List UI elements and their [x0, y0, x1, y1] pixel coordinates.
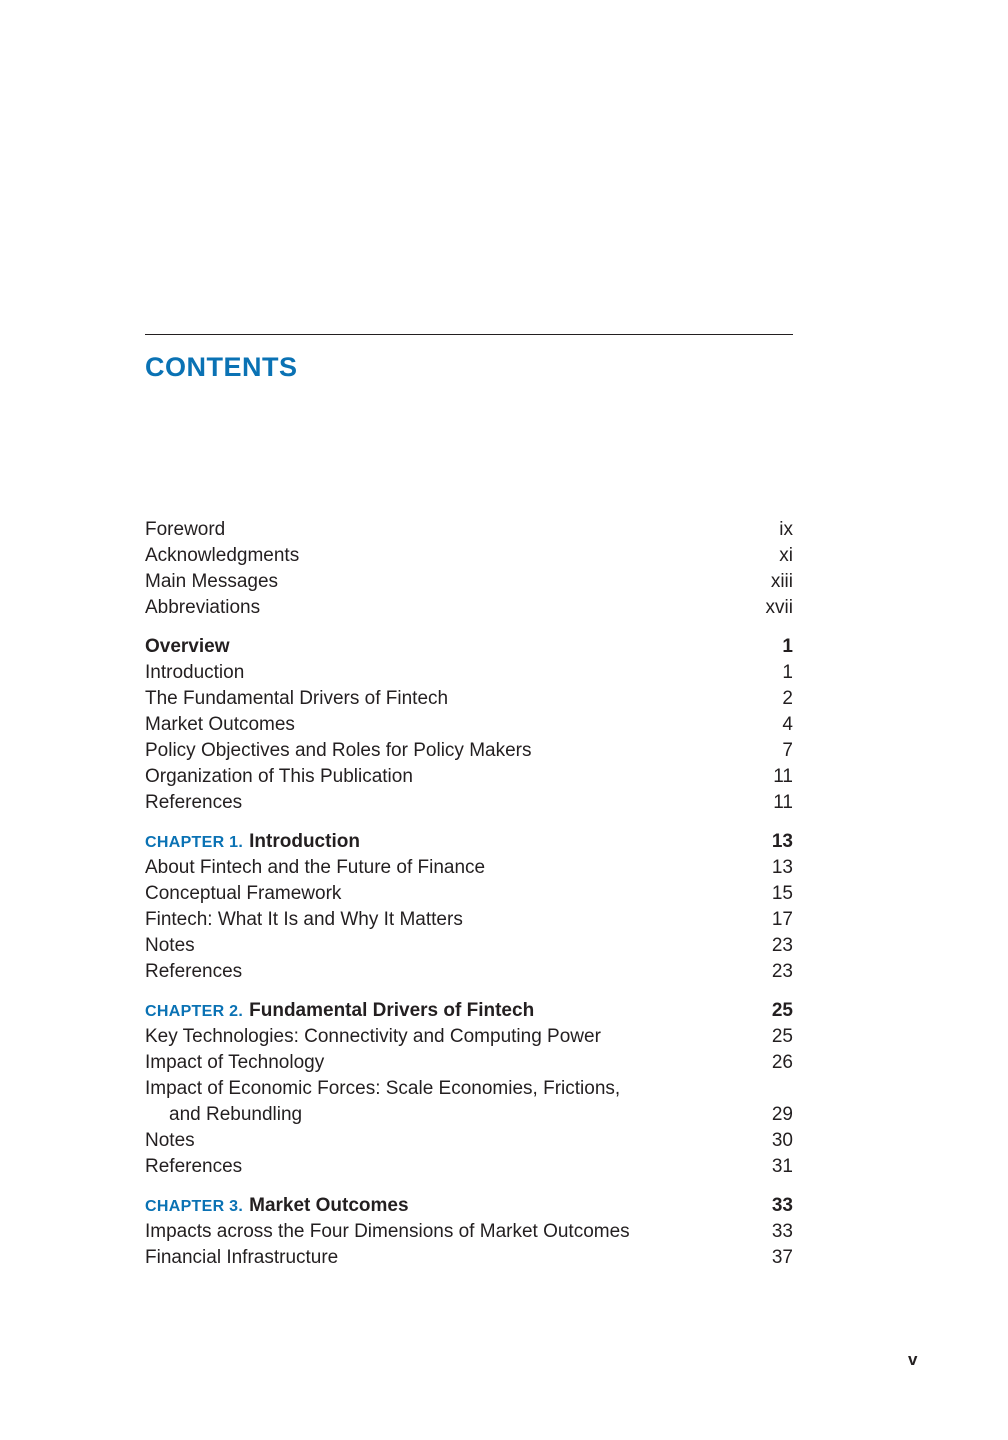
toc-entry-page: 7 [782, 740, 793, 761]
toc-entry[interactable] [145, 543, 793, 569]
toc-entry-page: 17 [771, 909, 793, 930]
toc-entry[interactable] [145, 569, 793, 595]
toc-entry-label: References [145, 792, 243, 813]
toc-entry[interactable] [145, 881, 793, 907]
toc-entry[interactable] [145, 933, 793, 959]
toc-entry-label: Fintech: What It Is and Why It Matters [145, 909, 463, 930]
toc-entry[interactable] [145, 1128, 793, 1154]
toc-section-page: 1 [782, 636, 793, 657]
toc-entry-page: 23 [771, 961, 793, 982]
toc-entry-label: Notes [145, 1130, 195, 1151]
toc-entry[interactable] [145, 660, 793, 686]
toc-entry-label: References [145, 961, 243, 982]
toc-entry-page: 1 [782, 662, 793, 683]
toc-entry-page: 2 [782, 688, 793, 709]
toc-entry-label: Conceptual Framework [145, 883, 342, 904]
toc-entry-page: 11 [773, 792, 793, 813]
toc-chapter-label [145, 998, 534, 1025]
toc-entry[interactable] [145, 907, 793, 933]
toc-chapter-label [145, 829, 360, 856]
toc-chapter-heading[interactable] [145, 998, 793, 1024]
toc-entry-page: 29 [771, 1104, 793, 1125]
table-of-contents [145, 517, 793, 1284]
toc-entry-page: 13 [771, 857, 793, 878]
toc-entry-label: Notes [145, 935, 195, 956]
toc-entry-page: 23 [771, 935, 793, 956]
toc-entry-label: Policy Objectives and Roles for Policy Makers [145, 740, 532, 761]
toc-entry-continuation[interactable] [145, 1102, 793, 1128]
toc-entry[interactable] [145, 517, 793, 543]
toc-entry-page: 4 [782, 714, 793, 735]
toc-entry[interactable] [145, 1245, 793, 1271]
toc-chapter-heading[interactable] [145, 829, 793, 855]
toc-entry-label: Acknowledgments [145, 545, 300, 566]
toc-section-title: Overview [145, 636, 230, 657]
toc-entry-page: 26 [771, 1052, 793, 1073]
toc-entry-label: Main Messages [145, 571, 279, 592]
toc-entry-page: 33 [771, 1221, 793, 1242]
toc-entry-label: Abbreviations [145, 597, 261, 618]
toc-entry-page: 31 [771, 1156, 793, 1177]
toc-entry-label: and Rebundling [169, 1104, 303, 1125]
page-folio: v [908, 1350, 918, 1369]
toc-chapter-page: 25 [771, 1000, 793, 1021]
toc-entry[interactable] [145, 712, 793, 738]
header-rule [145, 334, 793, 335]
toc-entry-label: Introduction [145, 662, 245, 683]
toc-section-heading[interactable] [145, 634, 793, 660]
toc-entry-page: xiii [770, 571, 793, 592]
toc-chapter-label [145, 1193, 409, 1220]
toc-entry-label: Key Technologies: Connectivity and Computing Power [145, 1026, 601, 1047]
toc-chapter-page: 33 [771, 1195, 793, 1216]
toc-entry-label: Financial Infrastructure [145, 1247, 339, 1268]
toc-entry[interactable] [145, 1050, 793, 1076]
toc-entry-label: Market Outcomes [145, 714, 295, 735]
chapter-number: CHAPTER 2. [145, 1003, 244, 1020]
toc-group-front-matter [145, 517, 793, 621]
toc-entry[interactable] [145, 1154, 793, 1180]
chapter-title: Market Outcomes [249, 1195, 409, 1216]
toc-entry-page: xi [779, 545, 793, 566]
toc-entry[interactable] [145, 790, 793, 816]
toc-chapter-heading[interactable] [145, 1193, 793, 1219]
toc-entry-label: About Fintech and the Future of Finance [145, 857, 486, 878]
toc-entry[interactable] [145, 764, 793, 790]
toc-entry[interactable] [145, 1024, 793, 1050]
toc-entry-label: References [145, 1156, 243, 1177]
toc-entry-page: 11 [773, 766, 793, 787]
page-title: CONTENTS [145, 352, 298, 382]
chapter-number: CHAPTER 3. [145, 1198, 244, 1215]
toc-entry-page: ix [779, 519, 793, 540]
toc-entry[interactable] [145, 855, 793, 881]
toc-group-chapter-2 [145, 998, 793, 1180]
toc-group-chapter-1 [145, 829, 793, 985]
toc-entry-label: Impact of Technology [145, 1052, 325, 1073]
toc-entry-page: 15 [771, 883, 793, 904]
chapter-title: Introduction [249, 831, 360, 852]
toc-group-chapter-3 [145, 1193, 793, 1271]
toc-entry[interactable] [145, 1076, 793, 1102]
toc-entry-page: 25 [771, 1026, 793, 1047]
chapter-title: Fundamental Drivers of Fintech [249, 1000, 535, 1021]
toc-entry[interactable] [145, 959, 793, 985]
toc-entry[interactable] [145, 1219, 793, 1245]
toc-entry[interactable] [145, 595, 793, 621]
toc-entry-page: 37 [771, 1247, 793, 1268]
toc-entry-page: xvii [765, 597, 793, 618]
toc-entry-label: Organization of This Publication [145, 766, 413, 787]
toc-entry-page: 30 [771, 1130, 793, 1151]
toc-entry[interactable] [145, 738, 793, 764]
toc-entry-label: Impact of Economic Forces: Scale Economies, Frictions, [145, 1078, 621, 1099]
toc-chapter-page: 13 [771, 831, 793, 852]
toc-entry[interactable] [145, 686, 793, 712]
toc-entry-label: Foreword [145, 519, 226, 540]
toc-entry-label: The Fundamental Drivers of Fintech [145, 688, 449, 709]
toc-entry-label: Impacts across the Four Dimensions of Market Outcomes [145, 1221, 630, 1242]
toc-group-overview [145, 634, 793, 816]
chapter-number: CHAPTER 1. [145, 834, 244, 851]
